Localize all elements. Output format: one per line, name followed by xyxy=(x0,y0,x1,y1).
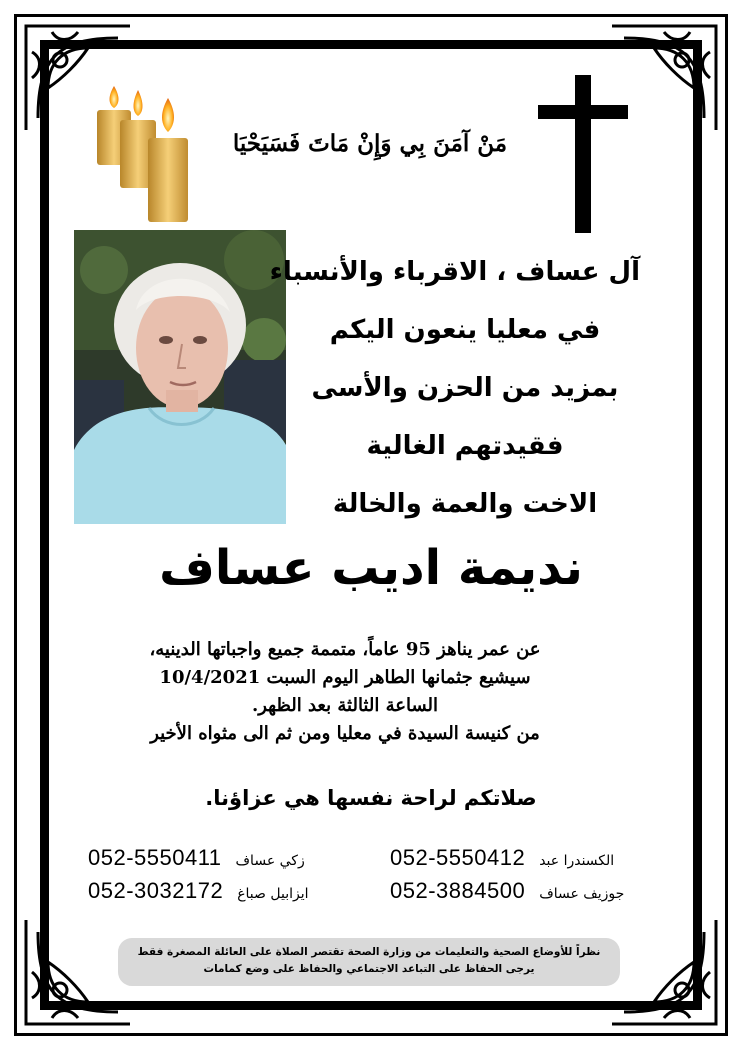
announcement-line: فقيدتهم الغالية xyxy=(366,431,564,461)
contact-entry xyxy=(88,878,309,904)
contacts-list xyxy=(84,845,664,907)
portrait-photo xyxy=(74,230,286,524)
announcement-lines xyxy=(269,248,640,538)
details-line: عن عمر يناهز 95 عاماً، متممة جميع واجباتها الدينيه، xyxy=(149,639,541,660)
contact-entry xyxy=(390,845,614,871)
ornament-corner-icon xyxy=(604,912,724,1032)
notice-line: يرجى الحفاظ على التباعد الاجتماعي والحفاظ على وضع كمامات xyxy=(203,963,535,975)
announcement-line: الاخت والعمة والخالة xyxy=(332,489,598,519)
contact-entry xyxy=(88,845,305,871)
contact-name: ايزابيل صباغ xyxy=(237,886,309,902)
health-notice xyxy=(118,938,620,986)
contact-phone: 052-5550412 xyxy=(390,845,526,870)
contact-name: زكي عساف xyxy=(235,853,305,869)
details-line: سيشيع جثمانها الطاهر اليوم السبت 10/4/2021 xyxy=(159,667,531,688)
details-line: من كنيسة السيدة في معليا ومن ثم الى مثواه الأخير xyxy=(150,723,540,744)
funeral-details xyxy=(70,636,620,748)
contact-name: الكسندرا عبد xyxy=(539,853,615,869)
prayer-line: صلاتكم لراحة نفسها هي عزاؤنا. xyxy=(205,786,537,810)
contact-phone: 052-3032172 xyxy=(88,878,224,903)
contact-phone: 052-3884500 xyxy=(390,878,526,903)
bible-verse: مَنْ آمَنَ بِي وَإِنْ مَاتَ فَسَيَحْيَا xyxy=(232,130,508,157)
deceased-name: نديمة اديب عساف xyxy=(159,540,583,596)
contact-name: جوزيف عساف xyxy=(539,886,625,902)
contact-entry xyxy=(390,878,624,904)
notice-line: نظراً للأوضاع الصحية والتعليمات من وزارة الصحة تقتصر الصلاة على العائلة المصغرة فقط xyxy=(137,946,601,958)
candles-icon xyxy=(92,80,202,225)
details-line: الساعة الثالثة بعد الظهر. xyxy=(251,695,439,716)
announcement-line: آل عساف ، الاقرباء والأنسباء xyxy=(269,257,640,287)
announcement-line: في معليا ينعون اليكم xyxy=(329,315,601,345)
cross-icon xyxy=(538,75,628,233)
announcement-line: بمزيد من الحزن والأسى xyxy=(311,373,619,403)
contact-phone: 052-5550411 xyxy=(88,845,222,870)
